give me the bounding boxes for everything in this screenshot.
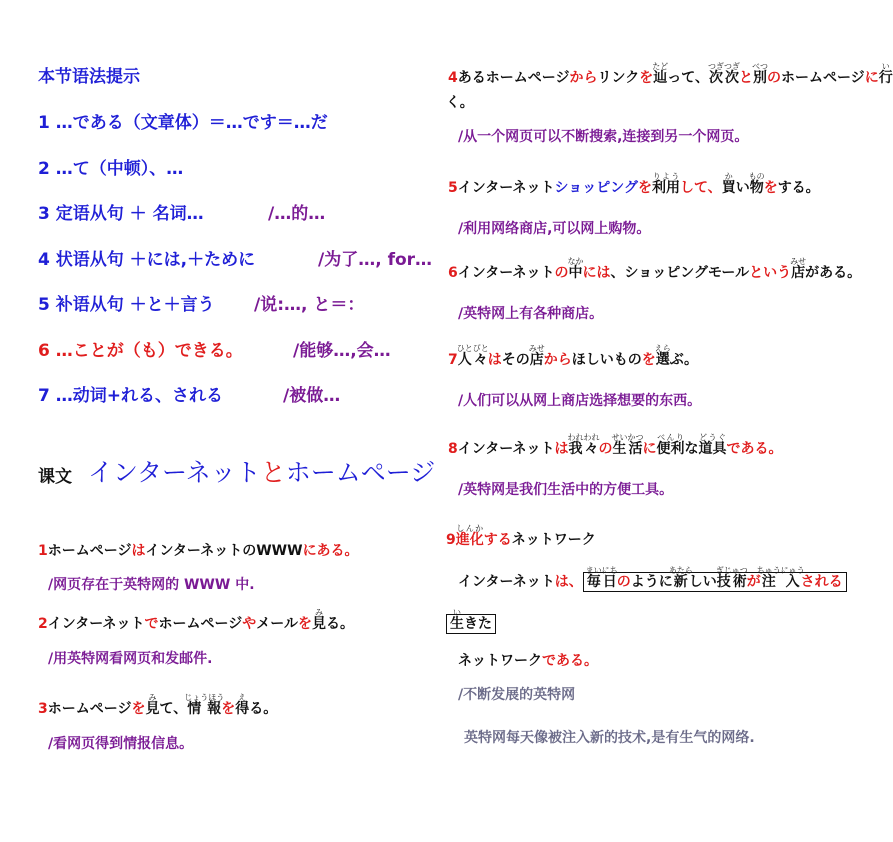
ruby-word: 我々われわれ [567, 433, 600, 457]
ruby-word: 得え [235, 693, 250, 717]
ruby-reading: たど [652, 62, 669, 71]
ruby-reading: まいにち [585, 566, 618, 575]
text-segment: ホームページ [47, 543, 132, 559]
ruby-reading: い [878, 62, 893, 71]
text-segment: して、 [679, 180, 722, 196]
ruby-word: 進化しんか [455, 524, 484, 548]
ruby-reading: どうぐ [698, 433, 727, 442]
ruby-reading: つぎ [707, 62, 724, 71]
sentence-translation: /不断发展的英特网 [458, 687, 576, 703]
text-segment: 、ショッピングモール [610, 265, 750, 281]
text-segment: から [569, 70, 598, 86]
text-segment: を [763, 180, 778, 196]
lesson-title-part-c: ホームページ [285, 458, 436, 487]
text-segment: という [749, 265, 792, 281]
ruby-word: 中なか [567, 257, 584, 281]
text-segment: ぶ。 [669, 352, 699, 368]
text-segment: インターネット [458, 574, 555, 590]
ruby-reading: か [721, 172, 736, 181]
text-segment: は [487, 352, 502, 368]
sentence-jp [448, 62, 893, 89]
ruby-word: 道具どうぐ [698, 433, 727, 457]
grammar-heading: 本节语法提示 [38, 67, 140, 87]
sentence-number: 2 [38, 616, 48, 632]
sentence-translation: /从一个网页可以不断搜索,连接到另一个网页。 [458, 129, 749, 145]
sentence-jp [448, 172, 820, 199]
text-segment: を [297, 616, 312, 632]
ruby-reading: み [311, 608, 326, 617]
text-segment: もの [613, 352, 642, 368]
sentence-translation: /英特网上有各种商店。 [458, 306, 604, 322]
text-segment: ように [630, 574, 673, 590]
text-segment: を [221, 701, 236, 717]
sentence-jp [38, 608, 354, 635]
text-segment: の [616, 574, 631, 590]
text-segment: を [639, 70, 654, 86]
ruby-word: 生い [450, 608, 464, 632]
ruby-reading: せいかつ [611, 433, 644, 442]
sentence-jp-line [458, 650, 598, 670]
grammar-gloss: /为了…, for… [318, 249, 433, 270]
text-segment: を [131, 701, 146, 717]
lesson-title [88, 453, 435, 489]
text-segment: が [746, 574, 761, 590]
ruby-word: 選えら [654, 344, 671, 368]
ruby-reading: りよう [651, 172, 680, 181]
sentence-number: 8 [448, 441, 458, 457]
sentence-jp-line [446, 608, 496, 635]
text-segment: する [483, 532, 512, 548]
ruby-reading: ちゅうにゅう [756, 566, 805, 575]
ruby-word: 見み [145, 693, 160, 717]
grammar-gloss: /说:…, と＝： [254, 295, 365, 315]
sentence-translation: /看网页得到情报信息。 [48, 736, 194, 752]
text-segment: あるホームページ [457, 70, 570, 86]
ruby-reading: べんり [656, 433, 685, 442]
boxed-phrase [583, 566, 847, 592]
sentence-number: 7 [448, 352, 458, 368]
ruby-reading: べつ [751, 62, 768, 71]
grammar-item: 2 …て（中顿）、… [38, 158, 184, 179]
ruby-reading: ぎじゅつ [715, 566, 748, 575]
ruby-word: 利用りよう [651, 172, 680, 196]
text-segment: から [543, 352, 572, 368]
boxed-phrase [446, 608, 496, 634]
sentence-jp [448, 433, 783, 460]
text-segment: にある。 [302, 543, 359, 559]
text-segment: の [598, 441, 613, 457]
text-segment: ショッピング [554, 180, 638, 196]
text-segment: ネットワーク [458, 653, 542, 669]
text-segment: インターネット [457, 180, 555, 196]
ruby-word: 注入ちゅうにゅう [756, 566, 805, 590]
ruby-reading: え [235, 693, 250, 702]
ruby-word: 新あたら [668, 566, 693, 590]
ruby-reading: えら [654, 344, 671, 353]
sentence-jp [38, 540, 359, 562]
grammar-item: 4 状语从句 ＋には,＋ために [38, 249, 256, 270]
text-segment: を [637, 180, 652, 196]
text-segment: インターネットのWWW [145, 543, 303, 559]
text-segment: がある。 [805, 265, 862, 281]
ruby-reading: い [450, 608, 464, 617]
sentence-translation: /网页存在于英特网的 WWW 中. [48, 577, 255, 593]
sentence-number: 4 [448, 70, 458, 86]
text-segment: には [582, 265, 611, 281]
text-segment: て、 [159, 701, 188, 717]
text-segment: は、 [554, 574, 583, 590]
text-segment: る。 [325, 616, 354, 632]
grammar-gloss: /能够…,会… [293, 340, 391, 361]
sentence-translation: /英特网是我们生活中的方便工具。 [458, 482, 674, 498]
text-segment: インターネット [457, 441, 555, 457]
ruby-reading: なか [567, 257, 584, 266]
text-segment: する。 [777, 180, 820, 196]
ruby-word: 人々ひとびと [456, 344, 489, 368]
ruby-word: 見み [311, 608, 326, 632]
ruby-word: 次つぎ [707, 62, 724, 86]
text-segment: される [800, 574, 843, 590]
text-segment: リンク [597, 70, 640, 86]
sentence-translation: /人们可以从网上商店选择想要的东西。 [458, 393, 702, 409]
sentence-translation: 英特网每天像被注入新的技术,是有生气的网络. [464, 730, 755, 746]
text-segment: を [641, 352, 656, 368]
sentence-number: 5 [448, 180, 458, 196]
text-segment: その [501, 352, 530, 368]
text-segment: に [642, 441, 657, 457]
text-segment: ホームページ [780, 70, 865, 86]
text-segment: ホームページ [158, 616, 243, 632]
text-segment: の [554, 265, 569, 281]
text-segment: きた [464, 616, 492, 632]
text-segment: で [144, 616, 159, 632]
ruby-word: 毎日まいにち [585, 566, 618, 590]
sentence-jp [448, 257, 861, 284]
text-segment: は [554, 441, 569, 457]
text-segment: に [864, 70, 879, 86]
sentence-number: 3 [38, 701, 48, 717]
ruby-word: 便利べんり [656, 433, 685, 457]
sentence-jp-line [458, 566, 847, 593]
text-segment: の [766, 70, 781, 86]
text-segment: ネットワーク [511, 532, 596, 548]
ruby-reading: もの [748, 172, 765, 181]
text-segment: インターネット [47, 616, 145, 632]
grammar-gloss: /…的… [268, 204, 326, 224]
grammar-gloss: /被做… [283, 386, 341, 406]
lesson-title-part-a: インターネット [88, 458, 261, 487]
grammar-item: 5 补语从句 ＋と＋言う [38, 295, 215, 315]
ruby-word: 技術ぎじゅつ [715, 566, 748, 590]
sentence-number: 9 [446, 532, 456, 548]
text-segment: である。 [542, 653, 598, 669]
grammar-item: 7 …动词+れる、される [38, 386, 223, 406]
ruby-word: 店みせ [528, 344, 545, 368]
grammar-item: 6 …ことが（も）できる。 [38, 340, 243, 361]
ruby-reading: みせ [790, 257, 807, 266]
text-segment: しい [688, 574, 717, 590]
ruby-word: 生活せいかつ [611, 433, 644, 457]
text-segment: な [684, 441, 699, 457]
sentence-jp [448, 344, 698, 371]
lesson-label: 课文 [38, 467, 72, 487]
sentence-translation: /利用网络商店,可以网上购物。 [458, 221, 651, 237]
ruby-word: 別べつ [751, 62, 768, 86]
text-segment: と [738, 70, 753, 86]
ruby-reading: しんか [455, 524, 484, 533]
ruby-reading: じょうほう [184, 693, 225, 702]
ruby-word: 店みせ [790, 257, 807, 281]
ruby-word: 情報じょうほう [184, 693, 225, 717]
sentence-jp-continued: く。 [446, 95, 474, 111]
grammar-item: 3 定语从句 ＋ 名词… [38, 204, 204, 224]
ruby-reading: われわれ [567, 433, 600, 442]
ruby-word: 辿たど [652, 62, 669, 86]
text-segment: ホームページ [47, 701, 132, 717]
text-segment: ほしい [571, 352, 614, 368]
ruby-reading: ひとびと [456, 344, 489, 353]
ruby-word: 次つぎ [723, 62, 740, 86]
sentence-jp [38, 693, 277, 720]
text-segment: い [735, 180, 750, 196]
sentence-translation: /用英特网看网页和发邮件. [48, 651, 213, 667]
text-segment: である。 [726, 441, 783, 457]
lesson-title-part-b: と [260, 458, 286, 487]
text-segment: る。 [249, 701, 278, 717]
ruby-word: 物もの [748, 172, 765, 196]
text-segment: や [242, 616, 257, 632]
text-segment: メール [256, 616, 298, 632]
ruby-reading: あたら [668, 566, 693, 575]
ruby-reading: つぎ [723, 62, 740, 71]
ruby-reading: み [145, 693, 160, 702]
ruby-word: 買か [721, 172, 736, 196]
ruby-reading: みせ [528, 344, 545, 353]
text-segment: は [131, 543, 146, 559]
text-segment: インターネット [457, 265, 555, 281]
sentence-jp [446, 524, 596, 551]
sentence-number: 6 [448, 265, 458, 281]
sentence-number: 1 [38, 543, 48, 559]
ruby-word: 行い [878, 62, 893, 86]
grammar-item: 1 …である（文章体）＝…です＝…だ [38, 113, 328, 133]
text-segment: って、 [667, 70, 709, 86]
